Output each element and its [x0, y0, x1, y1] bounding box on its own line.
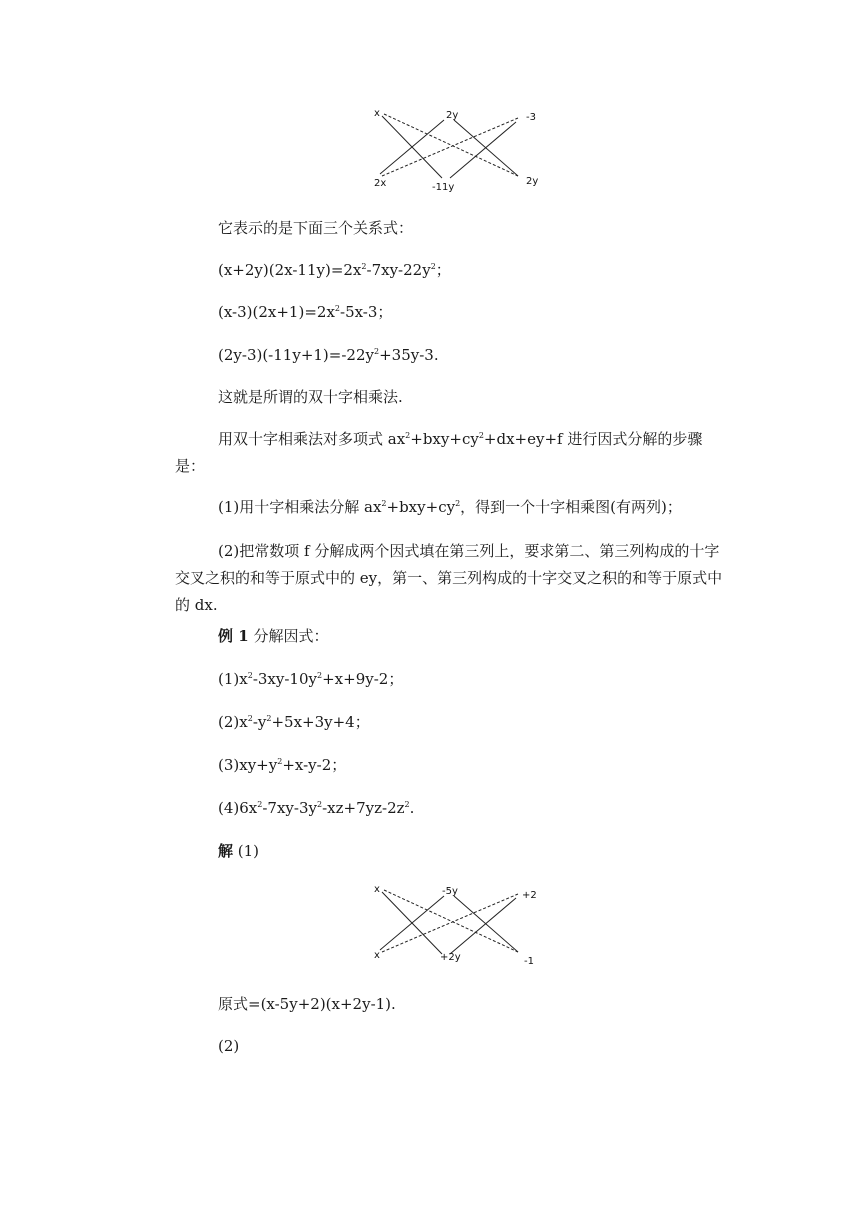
- example-heading: 例 1 分解因式：: [218, 627, 329, 645]
- diagram2-top-middle: -5y: [442, 886, 458, 897]
- step-2: (2)把常数项 f 分解成两个因式填在第三列上，要求第二、第三列构成的十字交叉之积的和等于原式中的 ey，第一、第三列构成的十字交叉之积的和等于原式中的 dx.: [175, 542, 723, 614]
- diagram1-top-middle: 2y: [446, 110, 459, 121]
- diagram1-bottom-left: 2x: [374, 178, 387, 189]
- diagram1-bottom-middle: -11y: [432, 182, 455, 193]
- equation-3: $(2y-3)(-11y+1)=-22y^2+35y-3$.: [218, 346, 439, 364]
- intro-line: 它表示的是下面三个关系式：: [218, 219, 414, 237]
- cross-multiplication-diagram-2: [368, 880, 548, 972]
- step-1: (1)用十字相乘法分解 $ax^2+bxy+cy^2$，得到一个十字相乘图(有两列)；: [218, 498, 682, 516]
- diagram2-bottom-middle: +2y: [440, 952, 461, 963]
- part-2-heading: (2): [218, 1037, 240, 1055]
- method-name-line: 这就是所谓的双十字相乘法.: [218, 388, 403, 406]
- diagram1-bottom-right: 2y: [526, 176, 539, 187]
- problem-2: $(2)x^2-y^2+5x+3y+4$；: [218, 713, 370, 731]
- diagram2-bottom-left: x: [374, 950, 380, 961]
- solution-heading: 解 (1): [218, 842, 260, 860]
- diagram1-top-left: x: [374, 108, 380, 119]
- diagram2-bottom-right: -1: [524, 956, 534, 967]
- diagram2-top-left: x: [374, 884, 380, 895]
- result-1: 原式=(x-5y+2)(x+2y-1).: [218, 995, 396, 1013]
- diagram2-top-right: +2: [522, 890, 537, 901]
- diagram1-top-right: -3: [526, 112, 536, 123]
- problem-4: $(4)6x^2-7xy-3y^2-xz+7yz-2z^2$.: [218, 799, 415, 817]
- method-intro-paragraph: 用双十字相乘法对多项式 $ax^2+bxy+cy^2+dx+ey+f$ 进行因式分解的步骤是：: [175, 430, 703, 475]
- problem-3: $(3)xy+y^2+x-y-2$；: [218, 756, 347, 774]
- equation-1: $(x+2y)(2x-11y)=2x^2-7xy-22y^2$；: [218, 261, 451, 279]
- problem-1: $(1)x^2-3xy-10y^2+x+9y-2$；: [218, 670, 404, 688]
- equation-2: $(x-3)(2x+1)=2x^2-5x-3$；: [218, 303, 393, 321]
- cross-multiplication-diagram-1: [368, 104, 548, 196]
